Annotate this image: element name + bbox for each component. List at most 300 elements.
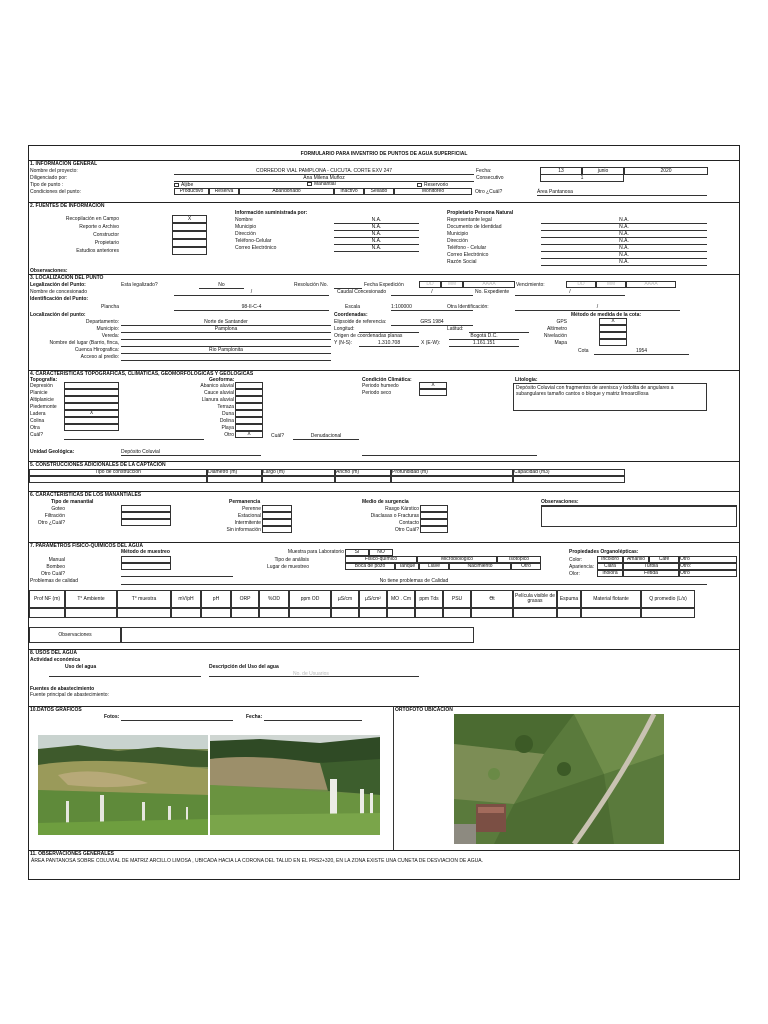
table-header: Diámetro (m) xyxy=(207,469,262,476)
legal-question: Esta legalizado? xyxy=(121,282,158,288)
param-header: %OD xyxy=(259,590,289,608)
table-header: Largo (m) xyxy=(262,469,335,476)
metodo-label: GPS xyxy=(556,319,567,325)
param-header: ppm OD xyxy=(289,590,331,608)
param-cell[interactable] xyxy=(117,608,171,618)
topo-label: Colina xyxy=(30,418,45,424)
elip-value[interactable]: GRS 1984 xyxy=(391,319,473,326)
param-cell[interactable] xyxy=(289,608,331,618)
org-title: Propiedades Organolépticas: xyxy=(569,549,639,555)
divider xyxy=(29,649,739,650)
param-cell[interactable] xyxy=(471,608,513,618)
metodo-checkbox[interactable] xyxy=(599,332,627,339)
dilig-value[interactable]: Ana Milena Muñoz xyxy=(174,175,474,182)
perm-checkbox[interactable] xyxy=(262,505,292,512)
section-1-heading: 1. INFORMACION GENERAL xyxy=(30,161,98,167)
otro-label: Otro ¿Cuál? xyxy=(475,189,503,195)
owner-label: Documento de Identidad xyxy=(447,224,502,230)
owner-value[interactable]: N.A. xyxy=(541,217,707,224)
perm-checkbox[interactable] xyxy=(262,526,292,533)
source-checkbox[interactable] xyxy=(172,231,207,239)
table-cell[interactable] xyxy=(391,476,513,483)
source-label: Reporte o Archivo xyxy=(79,224,119,230)
geo-title: Geoforma: xyxy=(209,377,235,383)
olor-option[interactable]: Otro xyxy=(679,570,737,577)
project-value[interactable]: CORREDOR VIAL PAMPLONA - CUCUTA. CORTE EXV 247 xyxy=(174,168,474,175)
geo-label: Terraza xyxy=(217,404,234,410)
medio-label: Rasgo Kárstico xyxy=(385,506,419,512)
source-label: Propietario xyxy=(94,240,119,246)
source-label: Recopilación en Campo xyxy=(65,216,119,222)
table-header: Tipo de construcción xyxy=(29,469,207,476)
source-checkbox[interactable] xyxy=(172,223,207,231)
legal-answer[interactable]: No xyxy=(199,282,244,289)
plancha-value[interactable]: 98-II-C-4 xyxy=(174,304,329,311)
topo-label: Ladera xyxy=(30,411,46,417)
date-year[interactable]: 2020 xyxy=(624,167,708,175)
line xyxy=(121,339,331,340)
param-cell[interactable] xyxy=(171,608,201,618)
otro-value[interactable]: Área Pantanosa xyxy=(537,189,707,196)
clima-label: Periodo seco xyxy=(362,390,392,396)
table-cell[interactable] xyxy=(513,476,625,483)
medio-checkbox[interactable] xyxy=(420,519,448,526)
olor-option[interactable]: Fétida xyxy=(623,570,679,577)
spring-type-checkbox[interactable] xyxy=(121,505,171,512)
fexp-year[interactable]: AAAA xyxy=(463,281,515,288)
coord-title: Coordenadas: xyxy=(334,312,368,318)
fexp-month[interactable]: MM xyxy=(441,281,463,288)
spring-type-label: Goteo xyxy=(51,506,65,512)
cond-label: Condiciones del punto: xyxy=(30,189,81,195)
table-header: Ancho (m) xyxy=(335,469,391,476)
geo-label: Llanura aluvial xyxy=(201,397,234,403)
topo-label: Piedemonte xyxy=(30,404,57,410)
param-header: mV/pH xyxy=(171,590,201,608)
lugar-m-label: Lugar de muestreo xyxy=(267,564,309,570)
y-label: Y (N-S): xyxy=(334,340,352,346)
line xyxy=(64,439,204,440)
supplier-label: Teléfono-Celular xyxy=(235,238,272,244)
medio-checkbox[interactable] xyxy=(420,526,448,533)
geo-checkbox[interactable] xyxy=(235,396,263,403)
fuentes-title: Fuentes de abastecimiento xyxy=(30,686,95,692)
section-2-heading: 2. FUENTES DE INFORMACION xyxy=(30,203,105,209)
line xyxy=(121,360,331,361)
caudal-value[interactable]: / xyxy=(391,289,473,296)
param-cell[interactable] xyxy=(513,608,557,618)
param-header: Prof NF (m) xyxy=(29,590,65,608)
obs-label: Observaciones: xyxy=(30,268,68,274)
param-cell[interactable] xyxy=(443,608,471,618)
param-header: Ɵt xyxy=(471,590,513,608)
prob-value[interactable]: No tiene problemas de Calidad xyxy=(121,578,707,585)
lito-box[interactable] xyxy=(513,383,707,411)
topo-label: Cuál? xyxy=(30,432,44,438)
topo-label: Planicie xyxy=(30,390,48,396)
ident-title: Identificación del Punto: xyxy=(30,296,89,302)
dilig-label: Diligenciado por: xyxy=(30,175,68,181)
supplier-value[interactable]: N.A. xyxy=(334,224,419,231)
desc-label: Descripción del Uso del agua xyxy=(209,664,279,670)
lab-no[interactable]: NO xyxy=(369,549,393,556)
section-10-heading: 10.DATOS GRAFICOS xyxy=(30,707,82,713)
checkbox-reservorio[interactable] xyxy=(417,183,422,187)
param-cell[interactable] xyxy=(231,608,259,618)
param-cell[interactable] xyxy=(29,608,65,618)
owner-value[interactable]: N.A. xyxy=(541,252,707,259)
section-5-heading: 5. CONSTRUCCIONES ADICIONALES DE LA CAPTACIÓN xyxy=(30,462,166,468)
fotos-label: Fotos: xyxy=(104,714,120,720)
line xyxy=(264,720,362,721)
date-day[interactable]: 13 xyxy=(540,167,582,175)
medio-label: Otro Cuál? xyxy=(394,527,419,533)
mid-title: Información suministrada por: xyxy=(235,210,308,216)
divider xyxy=(29,706,739,707)
metodo-checkbox[interactable] xyxy=(599,325,627,332)
spring-type-label: Otro ¿Cuál? xyxy=(37,520,65,526)
param-cell[interactable] xyxy=(415,608,443,618)
act-label: Actividad económica xyxy=(30,657,81,663)
tipo-opt: Reservorio xyxy=(424,182,449,188)
cual-label: Cuál? xyxy=(271,433,285,439)
project-label: Nombre del proyecto: xyxy=(30,168,78,174)
clima-title: Condición Climática: xyxy=(362,377,412,383)
supplier-label: Nombre xyxy=(235,217,253,223)
venc-day[interactable]: DD xyxy=(566,281,596,288)
geo-checkbox[interactable] xyxy=(235,410,263,417)
param-cell[interactable] xyxy=(581,608,641,618)
obs6-box[interactable] xyxy=(541,506,737,527)
spring-type-checkbox[interactable] xyxy=(121,512,171,519)
param-cell[interactable] xyxy=(387,608,415,618)
lugar-option[interactable]: Nacimiento xyxy=(449,563,511,570)
olor-label: Olor: xyxy=(569,571,580,577)
owner-value[interactable]: N.A. xyxy=(541,245,707,252)
param-cell[interactable] xyxy=(359,608,387,618)
consec-label: Consecutivo xyxy=(476,175,504,181)
table-cell[interactable] xyxy=(29,476,207,483)
fuente-label: Fuente principal de abastecimiento: xyxy=(30,692,109,698)
metodo-label: Mapa xyxy=(554,340,567,346)
right-title: Propietario Persona Natural xyxy=(447,210,514,216)
section-3-heading: 3. LOCALIZACION DEL PUNTO xyxy=(30,275,104,281)
elip-label: Elipsoide de referencia: xyxy=(334,319,387,325)
divider xyxy=(29,850,739,851)
noexp-value[interactable]: / xyxy=(515,289,625,296)
line xyxy=(49,676,201,677)
caudal-label: Caudal Concesionado xyxy=(337,289,387,295)
metodo-label: Altímetro xyxy=(546,326,567,332)
cond-option[interactable]: Abandonado xyxy=(239,188,334,195)
source-checkbox[interactable] xyxy=(172,247,207,255)
param-cell[interactable] xyxy=(65,608,117,618)
owner-value[interactable]: N.A. xyxy=(541,231,707,238)
cond-option[interactable]: Inactivo xyxy=(334,188,364,195)
cota-value[interactable]: 1954 xyxy=(594,348,689,355)
consec-value[interactable]: 1 xyxy=(540,174,624,182)
orthophoto-map[interactable] xyxy=(454,714,664,844)
long-label: Longitud: xyxy=(334,326,355,332)
geo-checkbox[interactable] xyxy=(235,382,263,389)
cuenca-label: Cuenca Hirografica: xyxy=(74,347,119,353)
source-checkbox[interactable]: X xyxy=(172,215,207,223)
param-header: ORP xyxy=(231,590,259,608)
metodo-checkbox[interactable] xyxy=(599,339,627,346)
lugar-option[interactable]: Llave xyxy=(419,563,449,570)
fexp-label: Fecha Expedición xyxy=(364,282,404,288)
conces-value[interactable]: / xyxy=(174,289,329,296)
line xyxy=(121,720,233,721)
lito-text: Depósito Coluvial con fragmentos de arenisca y lodolita de angulares a subangulares tamaño cantos o bloque y matriz limoarcillosa xyxy=(516,385,674,397)
geo-label: Cauce aluvial xyxy=(203,390,234,396)
topo-label: Altiplanicie xyxy=(30,397,54,403)
topo-checkbox[interactable] xyxy=(64,403,119,410)
divider xyxy=(29,202,739,203)
color-label: Color: xyxy=(569,557,583,563)
owner-value[interactable]: N.A. xyxy=(541,224,707,231)
orig-label: Origen de coordenadas planas xyxy=(334,333,403,339)
plancha-label: Plancha xyxy=(101,304,120,310)
param-header: T° muestra xyxy=(117,590,171,608)
ver-label: Vereda: xyxy=(101,333,119,339)
geo-label: Dolina xyxy=(219,418,234,424)
param-header: µS/cm xyxy=(331,590,359,608)
param-header: Q promedio (L/s) xyxy=(641,590,695,608)
obs6-title: Observaciones: xyxy=(541,499,579,505)
met-checkbox[interactable] xyxy=(121,556,171,563)
param-header: Película visible de grasas xyxy=(513,590,557,608)
fecha10-label: Fecha: xyxy=(246,714,263,720)
form-title: FORMULARIO PARA INVENTRIO DE PUNTOS DE AGUA SUPERFICIAL xyxy=(300,151,468,157)
color-option[interactable]: Amarillo xyxy=(623,556,649,563)
owner-label: Representante legal xyxy=(447,217,492,223)
cota-label: Cota xyxy=(578,348,589,354)
y-value[interactable]: 1.310.708 xyxy=(359,340,419,347)
perm-checkbox[interactable] xyxy=(262,512,292,519)
cond-option[interactable]: Sellado xyxy=(364,188,394,195)
obs7-label: Observaciones xyxy=(29,627,121,643)
perm-label: Estacional xyxy=(237,513,261,519)
tipo-an-label: Tipo de análisis xyxy=(274,557,309,563)
perm-checkbox[interactable] xyxy=(262,519,292,526)
param-cell[interactable] xyxy=(259,608,289,618)
geo-checkbox[interactable]: X xyxy=(235,431,263,438)
topo-checkbox[interactable]: X xyxy=(64,410,119,417)
legal-title: Legalización del Punto: xyxy=(30,282,86,288)
fexp-day[interactable]: DD xyxy=(419,281,441,288)
apar-option[interactable]: Clara xyxy=(597,563,623,570)
cuenca-value[interactable]: Rio Pamplonita xyxy=(121,347,331,354)
topo-checkbox[interactable] xyxy=(64,417,119,424)
lugar-option[interactable]: Tanque xyxy=(395,563,419,570)
supplier-label: Municipio xyxy=(235,224,257,230)
ug-label: Unidad Geológica: xyxy=(30,449,75,455)
param-header: Material flotante xyxy=(581,590,641,608)
apar-label: Apariencia: xyxy=(569,564,595,570)
table-cell[interactable] xyxy=(335,476,391,483)
medio-label: Diaclasas o Fracturas xyxy=(370,513,419,519)
supplier-value[interactable]: N.A. xyxy=(334,231,419,238)
metodo-title: Método de medida de la cota: xyxy=(571,312,642,318)
topo-title: Topografía: xyxy=(30,377,58,383)
medio-checkbox[interactable] xyxy=(420,512,448,519)
owner-value[interactable]: N.A. xyxy=(541,259,707,266)
met-label: Otro Cuál? xyxy=(40,571,65,577)
source-label: Estudios anteriores xyxy=(76,248,119,254)
orig-value[interactable]: Bogotá D.C. xyxy=(449,333,519,340)
owner-label: Municipio xyxy=(447,231,469,237)
metodo-label: Nivelación xyxy=(543,333,567,339)
table-cell[interactable] xyxy=(262,476,335,483)
color-option[interactable]: Incoloro xyxy=(597,556,623,563)
supplier-value[interactable]: N.A. xyxy=(334,217,419,224)
topo-checkbox[interactable] xyxy=(64,396,119,403)
venc-month[interactable]: MM xyxy=(596,281,626,288)
color-option[interactable]: Café xyxy=(649,556,679,563)
param-cell[interactable] xyxy=(557,608,581,618)
analisis-option[interactable]: Fisico-químico xyxy=(345,556,417,563)
param-header: MO . Cm xyxy=(387,590,415,608)
section-4-heading: 4. CARACTERISTICAS TOPOGRÁFICAS, CLIMATICAS, GEOMORFOLOGICAS Y GEOLOGICAS xyxy=(30,371,254,377)
geo-label: Duna xyxy=(222,411,234,417)
table-header: Capacidad (m3) xyxy=(513,469,625,476)
perm-label: Intermitente xyxy=(234,520,261,526)
analisis-option[interactable]: Microbiológico xyxy=(417,556,497,563)
geo-label: Playa xyxy=(221,425,234,431)
checkbox-aljibe[interactable] xyxy=(174,183,179,187)
geo-checkbox[interactable] xyxy=(235,403,263,410)
param-cell[interactable] xyxy=(331,608,359,618)
medio-label: Contacto xyxy=(398,520,419,526)
divider xyxy=(29,160,739,161)
cond-option[interactable]: Productivo xyxy=(174,188,209,195)
lat-label: Latitud: xyxy=(447,326,464,332)
divider xyxy=(393,706,394,850)
obs7-box[interactable] xyxy=(121,627,474,643)
source-checkbox[interactable] xyxy=(172,239,207,247)
owner-label: Correo Electrónico xyxy=(447,252,489,258)
geo-checkbox[interactable] xyxy=(235,389,263,396)
table-cell[interactable] xyxy=(207,476,262,483)
mun-value[interactable]: Pamplona xyxy=(121,326,331,333)
met-checkbox[interactable] xyxy=(121,563,171,570)
supplier-value[interactable]: N.A. xyxy=(334,238,419,245)
medio-checkbox[interactable] xyxy=(420,505,448,512)
geo-label: Abanico aluvial xyxy=(200,383,234,389)
topo-label: Otra xyxy=(30,425,40,431)
param-cell[interactable] xyxy=(201,608,231,618)
lugar-label: Nombre del lugar (Barrio, finca, xyxy=(49,340,119,346)
tipo-man-title: Tipo de manantial xyxy=(51,499,94,505)
escala-label: Escala xyxy=(345,304,361,310)
color-option[interactable]: Otro xyxy=(679,556,737,563)
inventory-form xyxy=(28,145,740,880)
checkbox-manantial[interactable] xyxy=(307,182,312,186)
x-value[interactable]: 1.161.151 xyxy=(449,340,519,347)
met-title: Método de muestreo xyxy=(121,549,170,555)
lab-si[interactable]: SI xyxy=(345,549,369,556)
analisis-option[interactable]: Isotópico xyxy=(497,556,541,563)
lugar-option[interactable]: Otro xyxy=(511,563,541,570)
clima-checkbox[interactable]: X xyxy=(419,382,447,389)
perm-title: Permanencia xyxy=(229,499,261,505)
noexp-label: No. Expediente xyxy=(475,289,510,295)
perm-label: Perenne xyxy=(242,506,261,512)
param-cell[interactable] xyxy=(641,608,695,618)
table-header: Profundidad (m) xyxy=(391,469,513,476)
fecha-label: Fecha: xyxy=(476,168,492,174)
supplier-value[interactable]: N.A. xyxy=(334,245,419,252)
owner-label: Razón Social xyxy=(447,259,477,265)
line xyxy=(121,576,233,577)
conces-label: Nombre de concesionado xyxy=(30,289,87,295)
uso-label: Uso del agua xyxy=(65,664,97,670)
divider xyxy=(29,274,739,275)
x-label: X (E-W): xyxy=(421,340,441,346)
cond-option[interactable]: Monitoreo xyxy=(394,188,472,195)
perm-label: Sin información xyxy=(226,527,261,533)
source-label: Constructor xyxy=(93,232,119,238)
param-header: ppm Tds xyxy=(415,590,443,608)
tipo-label: Tipo de punto : xyxy=(30,182,64,188)
geo-checkbox[interactable] xyxy=(235,424,263,431)
param-header: µS/cm² xyxy=(359,590,387,608)
owner-value[interactable]: N.A. xyxy=(541,238,707,245)
supplier-label: Dirección xyxy=(235,231,256,237)
cond-option[interactable]: Reserva xyxy=(209,188,239,195)
site-photo-2[interactable] xyxy=(210,735,380,835)
prob-label: Problemas de calidad xyxy=(30,578,79,584)
clima-checkbox[interactable] xyxy=(419,389,447,396)
spring-type-checkbox[interactable] xyxy=(121,519,171,526)
ug-value[interactable]: Depósito Coluvial xyxy=(121,449,261,456)
escala-value[interactable]: 1:100000 xyxy=(391,304,473,311)
general-observations[interactable]: ÁREA PANTANOSA SOBRE COLUVIAL DE MATRIZ ARCILLO LIMOSA , UBICADA HACIA LA CORONA DEL TALUD EN EL PRS2+320, EN LA ZONA EXISTE UNA CUNETA DE DESVIACION DE AGUA. xyxy=(31,858,483,864)
date-month[interactable]: junio xyxy=(582,167,624,175)
dep-value[interactable]: Norte de Santander xyxy=(121,319,331,326)
tipo-opt: Manantial xyxy=(314,181,336,187)
tipo-opt: Aljibe xyxy=(181,182,194,188)
olor-option[interactable]: Inolora xyxy=(597,570,623,577)
owner-label: Teléfono - Celular xyxy=(447,245,487,251)
venc-year[interactable]: AAAA xyxy=(626,281,676,288)
otra-label: Otra Identificación: xyxy=(447,304,489,310)
param-header: PSU xyxy=(443,590,471,608)
topo-checkbox[interactable] xyxy=(64,389,119,396)
site-photo-1[interactable] xyxy=(38,735,208,835)
clima-label: Periodo humedo xyxy=(362,383,399,389)
metodo-checkbox[interactable]: X xyxy=(599,318,627,325)
orto-title: ORTOFOTO UBICACIÓN xyxy=(395,707,453,713)
section-7-heading: 7. PARÁMETROS FISICO-QUÍMICOS DEL AGUA xyxy=(30,543,143,549)
supplier-label: Correo Electrónico xyxy=(235,245,277,251)
dep-label: Departamento: xyxy=(85,319,119,325)
apar-option[interactable]: Otro: xyxy=(679,563,737,570)
geo-checkbox[interactable] xyxy=(235,417,263,424)
geo-label: Otro xyxy=(224,432,234,438)
apar-option[interactable]: Turbia xyxy=(623,563,679,570)
topo-checkbox[interactable] xyxy=(64,424,119,431)
lugar-option[interactable]: Boca de pozo xyxy=(345,563,395,570)
venc-label: Vencimiento: xyxy=(516,282,545,288)
cual-value[interactable]: Denudacional xyxy=(293,433,359,440)
section-8-heading: 8. USOS DEL AGUA xyxy=(30,650,77,656)
lito-title: Litología: xyxy=(515,377,538,383)
otra-value[interactable]: / xyxy=(515,304,680,311)
resol-label: Resolución No. xyxy=(294,282,328,288)
topo-checkbox[interactable] xyxy=(64,382,119,389)
